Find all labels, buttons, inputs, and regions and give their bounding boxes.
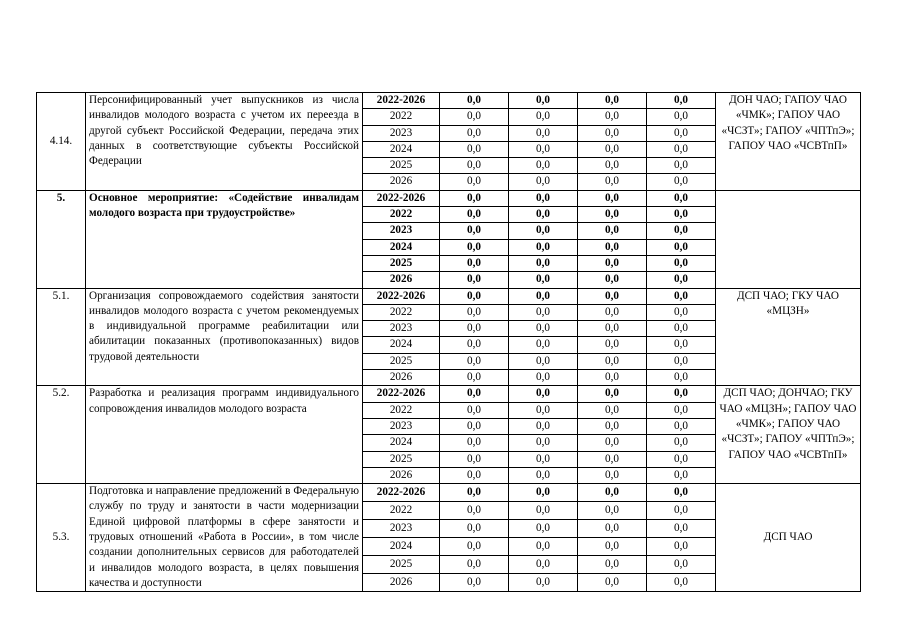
amount-cell: 0,0	[509, 418, 578, 434]
item-number: 4.14.	[37, 93, 86, 191]
amount-cell: 0,0	[647, 288, 716, 304]
table-row	[37, 93, 861, 109]
amount-cell: 0,0	[440, 304, 509, 320]
year-cell: 2024	[363, 435, 440, 451]
amount-cell: 0,0	[509, 125, 578, 141]
amount-cell: 0,0	[578, 174, 647, 190]
amount-cell: 0,0	[509, 174, 578, 190]
amount-cell: 0,0	[509, 402, 578, 418]
item-number: 5.3.	[37, 484, 86, 592]
year-cell: 2022	[363, 502, 440, 520]
amount-cell: 0,0	[440, 93, 509, 109]
responsible-executor: ДСП ЧАО	[716, 484, 861, 592]
amount-cell: 0,0	[647, 402, 716, 418]
amount-cell: 0,0	[578, 239, 647, 255]
amount-cell: 0,0	[440, 386, 509, 402]
amount-cell: 0,0	[578, 223, 647, 239]
amount-cell: 0,0	[647, 174, 716, 190]
amount-cell: 0,0	[578, 109, 647, 125]
table-row	[37, 386, 861, 402]
amount-cell: 0,0	[509, 520, 578, 538]
amount-cell: 0,0	[578, 190, 647, 206]
responsible-executor: ДСП ЧАО; ГКУ ЧАО «МЦЗН»	[716, 288, 861, 386]
program-table	[36, 92, 861, 592]
responsible-executor	[716, 190, 861, 288]
amount-cell: 0,0	[509, 255, 578, 271]
amount-cell: 0,0	[647, 538, 716, 556]
amount-cell: 0,0	[509, 288, 578, 304]
year-cell: 2022	[363, 304, 440, 320]
item-description: Персонифицированный учет выпускников из числа инвалидов молодого возраста с учетом их переезда в другой субъект Российской Федерации, передача этих данных в соответствующие субъекты Российской Федерации	[86, 93, 363, 191]
amount-cell: 0,0	[440, 239, 509, 255]
amount-cell: 0,0	[509, 304, 578, 320]
amount-cell: 0,0	[647, 304, 716, 320]
year-cell: 2024	[363, 141, 440, 157]
year-cell: 2023	[363, 321, 440, 337]
amount-cell: 0,0	[509, 451, 578, 467]
amount-cell: 0,0	[578, 304, 647, 320]
amount-cell: 0,0	[647, 125, 716, 141]
amount-cell: 0,0	[578, 370, 647, 386]
item-number: 5.	[37, 190, 86, 288]
amount-cell: 0,0	[647, 158, 716, 174]
amount-cell: 0,0	[509, 321, 578, 337]
amount-cell: 0,0	[647, 484, 716, 502]
amount-cell: 0,0	[509, 386, 578, 402]
amount-cell: 0,0	[509, 223, 578, 239]
amount-cell: 0,0	[440, 435, 509, 451]
year-cell: 2022	[363, 207, 440, 223]
amount-cell: 0,0	[578, 337, 647, 353]
amount-cell: 0,0	[440, 207, 509, 223]
amount-cell: 0,0	[509, 574, 578, 592]
amount-cell: 0,0	[578, 556, 647, 574]
amount-cell: 0,0	[578, 451, 647, 467]
amount-cell: 0,0	[647, 223, 716, 239]
item-description: Организация сопровождаемого содействия занятости инвалидов молодого возраста с учетом рекомендуемых в индивидуальной программе реабилитации или абилитации показанных (противопоказанных) видов трудовой деятельности	[86, 288, 363, 386]
amount-cell: 0,0	[440, 288, 509, 304]
year-cell: 2026	[363, 574, 440, 592]
amount-cell: 0,0	[440, 467, 509, 483]
amount-cell: 0,0	[440, 556, 509, 574]
amount-cell: 0,0	[440, 125, 509, 141]
item-number: 5.1.	[37, 288, 86, 386]
amount-cell: 0,0	[440, 255, 509, 271]
amount-cell: 0,0	[509, 109, 578, 125]
year-cell: 2024	[363, 538, 440, 556]
amount-cell: 0,0	[440, 520, 509, 538]
amount-cell: 0,0	[578, 435, 647, 451]
amount-cell: 0,0	[578, 418, 647, 434]
amount-cell: 0,0	[578, 321, 647, 337]
item-description: Основное мероприятие: «Содействие инвалидам молодого возраста при трудоустройстве»	[86, 190, 363, 288]
amount-cell: 0,0	[647, 574, 716, 592]
amount-cell: 0,0	[578, 288, 647, 304]
amount-cell: 0,0	[509, 556, 578, 574]
amount-cell: 0,0	[578, 353, 647, 369]
amount-cell: 0,0	[509, 337, 578, 353]
amount-cell: 0,0	[647, 451, 716, 467]
year-cell: 2025	[363, 451, 440, 467]
year-cell: 2024	[363, 239, 440, 255]
year-cell: 2023	[363, 125, 440, 141]
amount-cell: 0,0	[509, 484, 578, 502]
item-description: Разработка и реализация программ индивидуального сопровождения инвалидов молодого возраста	[86, 386, 363, 484]
year-cell: 2022-2026	[363, 484, 440, 502]
year-cell: 2023	[363, 418, 440, 434]
amount-cell: 0,0	[578, 574, 647, 592]
amount-cell: 0,0	[647, 239, 716, 255]
amount-cell: 0,0	[647, 467, 716, 483]
amount-cell: 0,0	[647, 141, 716, 157]
item-number: 5.2.	[37, 386, 86, 484]
amount-cell: 0,0	[440, 353, 509, 369]
item-description: Подготовка и направление предложений в Федеральную службу по труду и занятости в части модернизации Единой цифровой платформы в сфере занятости и трудовых отношений «Работа в России», в том числе создании дополнительных сервисов для работодателей и инвалидов молодого возраста, в целях повышения качества и доступности	[86, 484, 363, 592]
amount-cell: 0,0	[509, 141, 578, 157]
table-row	[37, 288, 861, 304]
year-cell: 2023	[363, 223, 440, 239]
amount-cell: 0,0	[509, 190, 578, 206]
year-cell: 2026	[363, 272, 440, 288]
year-cell: 2022-2026	[363, 386, 440, 402]
amount-cell: 0,0	[647, 520, 716, 538]
amount-cell: 0,0	[509, 93, 578, 109]
year-cell: 2026	[363, 174, 440, 190]
year-cell: 2025	[363, 353, 440, 369]
amount-cell: 0,0	[440, 451, 509, 467]
year-cell: 2026	[363, 370, 440, 386]
amount-cell: 0,0	[647, 190, 716, 206]
year-cell: 2022-2026	[363, 288, 440, 304]
amount-cell: 0,0	[578, 125, 647, 141]
amount-cell: 0,0	[509, 158, 578, 174]
amount-cell: 0,0	[509, 502, 578, 520]
amount-cell: 0,0	[440, 141, 509, 157]
amount-cell: 0,0	[647, 502, 716, 520]
amount-cell: 0,0	[578, 402, 647, 418]
amount-cell: 0,0	[647, 255, 716, 271]
amount-cell: 0,0	[440, 158, 509, 174]
amount-cell: 0,0	[647, 321, 716, 337]
year-cell: 2025	[363, 556, 440, 574]
amount-cell: 0,0	[440, 502, 509, 520]
amount-cell: 0,0	[578, 386, 647, 402]
amount-cell: 0,0	[578, 255, 647, 271]
amount-cell: 0,0	[578, 467, 647, 483]
amount-cell: 0,0	[509, 538, 578, 556]
year-cell: 2023	[363, 520, 440, 538]
amount-cell: 0,0	[578, 93, 647, 109]
amount-cell: 0,0	[647, 353, 716, 369]
amount-cell: 0,0	[578, 538, 647, 556]
amount-cell: 0,0	[578, 207, 647, 223]
amount-cell: 0,0	[647, 556, 716, 574]
amount-cell: 0,0	[509, 435, 578, 451]
amount-cell: 0,0	[509, 239, 578, 255]
amount-cell: 0,0	[647, 93, 716, 109]
amount-cell: 0,0	[440, 402, 509, 418]
amount-cell: 0,0	[440, 538, 509, 556]
amount-cell: 0,0	[578, 502, 647, 520]
year-cell: 2022-2026	[363, 190, 440, 206]
amount-cell: 0,0	[647, 207, 716, 223]
amount-cell: 0,0	[578, 158, 647, 174]
amount-cell: 0,0	[440, 174, 509, 190]
amount-cell: 0,0	[647, 435, 716, 451]
amount-cell: 0,0	[509, 467, 578, 483]
amount-cell: 0,0	[647, 109, 716, 125]
amount-cell: 0,0	[440, 484, 509, 502]
amount-cell: 0,0	[647, 370, 716, 386]
amount-cell: 0,0	[440, 321, 509, 337]
amount-cell: 0,0	[440, 272, 509, 288]
amount-cell: 0,0	[440, 337, 509, 353]
amount-cell: 0,0	[647, 418, 716, 434]
year-cell: 2024	[363, 337, 440, 353]
responsible-executor: ДСП ЧАО; ДОНЧАО; ГКУ ЧАО «МЦЗН»; ГАПОУ ЧАО «ЧМК»; ГАПОУ ЧАО «ЧСЗТ»; ГАПОУ «ЧПТпЭ»; ГАПОУ ЧАО «ЧСВТпП»	[716, 386, 861, 484]
year-cell: 2022-2026	[363, 93, 440, 109]
responsible-executor: ДОН ЧАО; ГАПОУ ЧАО «ЧМК»; ГАПОУ ЧАО «ЧСЗТ»; ГАПОУ «ЧПТпЭ»; ГАПОУ ЧАО «ЧСВТпП»	[716, 93, 861, 191]
amount-cell: 0,0	[578, 141, 647, 157]
year-cell: 2022	[363, 109, 440, 125]
amount-cell: 0,0	[647, 272, 716, 288]
amount-cell: 0,0	[509, 272, 578, 288]
year-cell: 2025	[363, 158, 440, 174]
table-row	[37, 484, 861, 502]
amount-cell: 0,0	[440, 223, 509, 239]
amount-cell: 0,0	[440, 190, 509, 206]
amount-cell: 0,0	[440, 109, 509, 125]
amount-cell: 0,0	[509, 207, 578, 223]
amount-cell: 0,0	[509, 353, 578, 369]
amount-cell: 0,0	[578, 520, 647, 538]
year-cell: 2022	[363, 402, 440, 418]
amount-cell: 0,0	[440, 370, 509, 386]
year-cell: 2026	[363, 467, 440, 483]
amount-cell: 0,0	[440, 574, 509, 592]
year-cell: 2025	[363, 255, 440, 271]
amount-cell: 0,0	[509, 370, 578, 386]
amount-cell: 0,0	[440, 418, 509, 434]
table-row	[37, 190, 861, 206]
amount-cell: 0,0	[578, 272, 647, 288]
amount-cell: 0,0	[647, 337, 716, 353]
amount-cell: 0,0	[578, 484, 647, 502]
amount-cell: 0,0	[647, 386, 716, 402]
